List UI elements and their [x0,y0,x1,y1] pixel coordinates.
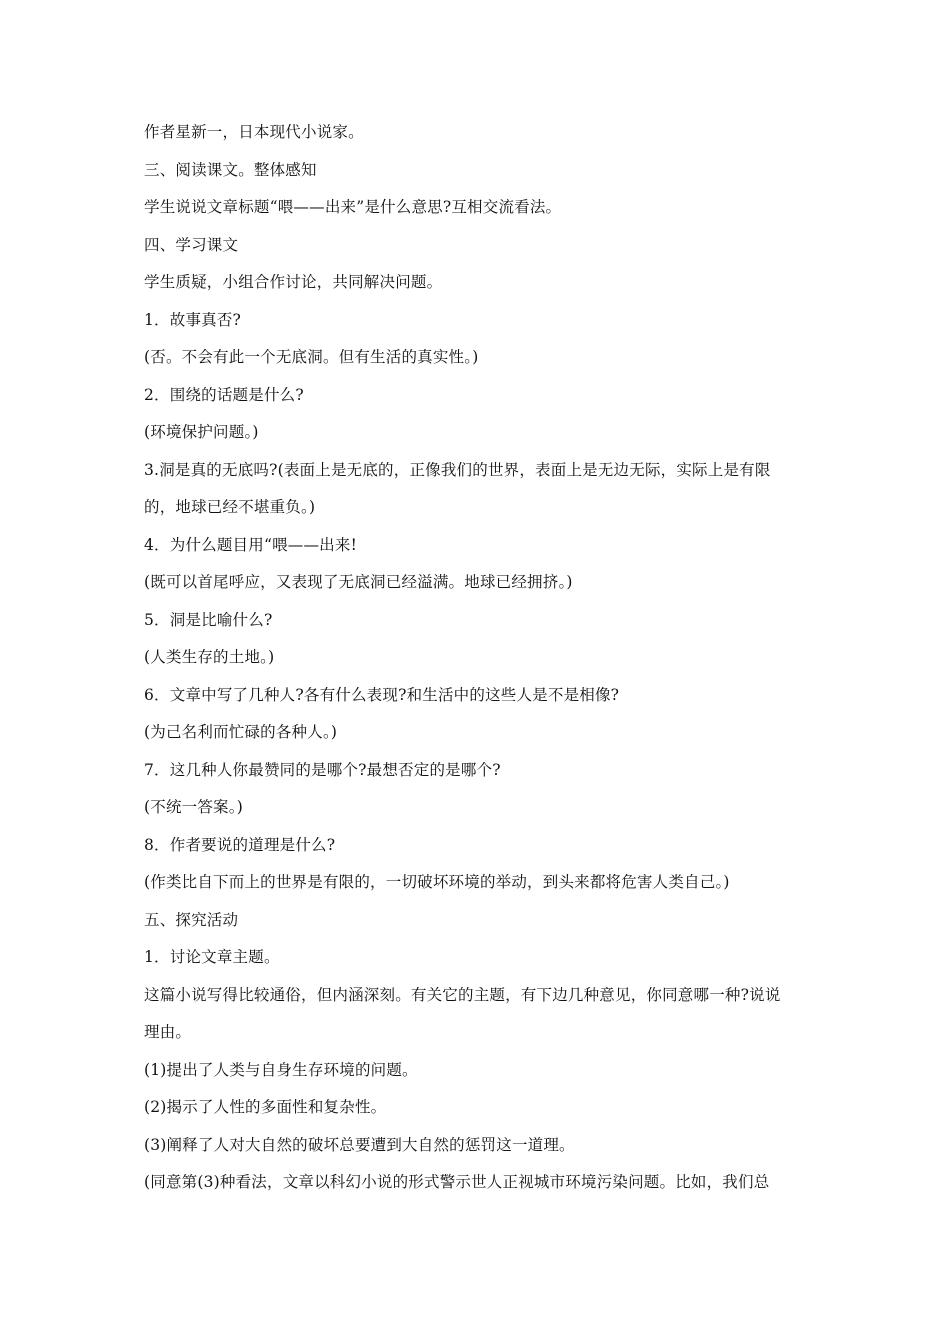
text-line: 理由。 [144,1023,192,1041]
text-line: 的，地球已经不堪重负。) [144,498,316,516]
answer-line: (人类生存的土地。) [144,648,275,666]
option-line: (1)提出了人类与自身生存环境的问题。 [144,1060,418,1079]
document-page [144,122,814,1210]
question-line: 1．讨论文章主题。 [144,948,280,966]
text-line: 这篇小说写得比较通俗，但内涵深刻。有关它的主题，有下边几种意见，你同意哪一种?说说 [144,985,781,1004]
question-line: 5．洞是比喻什么? [144,610,273,629]
text-line: 作者星新一，日本现代小说家。 [144,123,364,141]
question-line: 8．作者要说的道理是什么? [144,835,336,854]
answer-line: (环境保护问题。) [144,423,259,441]
question-line: 1．故事真否? [144,310,242,329]
answer-line: (不统一答案。) [144,798,243,816]
option-line: (3)阐释了人对大自然的破坏总要遭到大自然的惩罚这一道理。 [144,1135,575,1154]
section-heading: 三、阅读课文。整体感知 [144,160,317,179]
answer-line: (否。不会有此一个无底洞。但有生活的真实性。) [144,348,479,366]
option-line: (2)揭示了人性的多面性和复杂性。 [144,1098,387,1116]
answer-line: (同意第(3)种看法，文章以科幻小说的形式警示世人正视城市环境污染问题。比如，我们总 [144,1173,770,1191]
section-heading: 四、学习课文 [144,235,239,254]
question-line: 4．为什么题目用“喂——出来! [144,535,358,554]
answer-line: (作类比自下而上的世界是有限的，一切破坏环境的举动，到头来都将危害人类自己。) [144,873,730,891]
question-line: 3.洞是真的无底吗?(表面上是无底的，正像我们的世界，表面上是无边无际，实际上是有限 [144,460,771,479]
text-line: 学生质疑，小组合作讨论，共同解决问题。 [144,273,443,291]
question-line: 6．文章中写了几种人?各有什么表现?和生活中的这些人是不是相像? [144,685,620,704]
question-line: 7．这几种人你最赞同的是哪个?最想否定的是哪个? [144,760,501,779]
question-line: 2．围绕的话题是什么? [144,385,304,404]
answer-line: (为己名利而忙碌的各种人。) [144,723,338,741]
section-heading: 五、探究活动 [144,910,239,929]
answer-line: (既可以首尾呼应，又表现了无底洞已经溢满。地球已经拥挤。) [144,573,573,591]
text-line: 学生说说文章标题“喂——出来”是什么意思?互相交流看法。 [144,198,562,216]
